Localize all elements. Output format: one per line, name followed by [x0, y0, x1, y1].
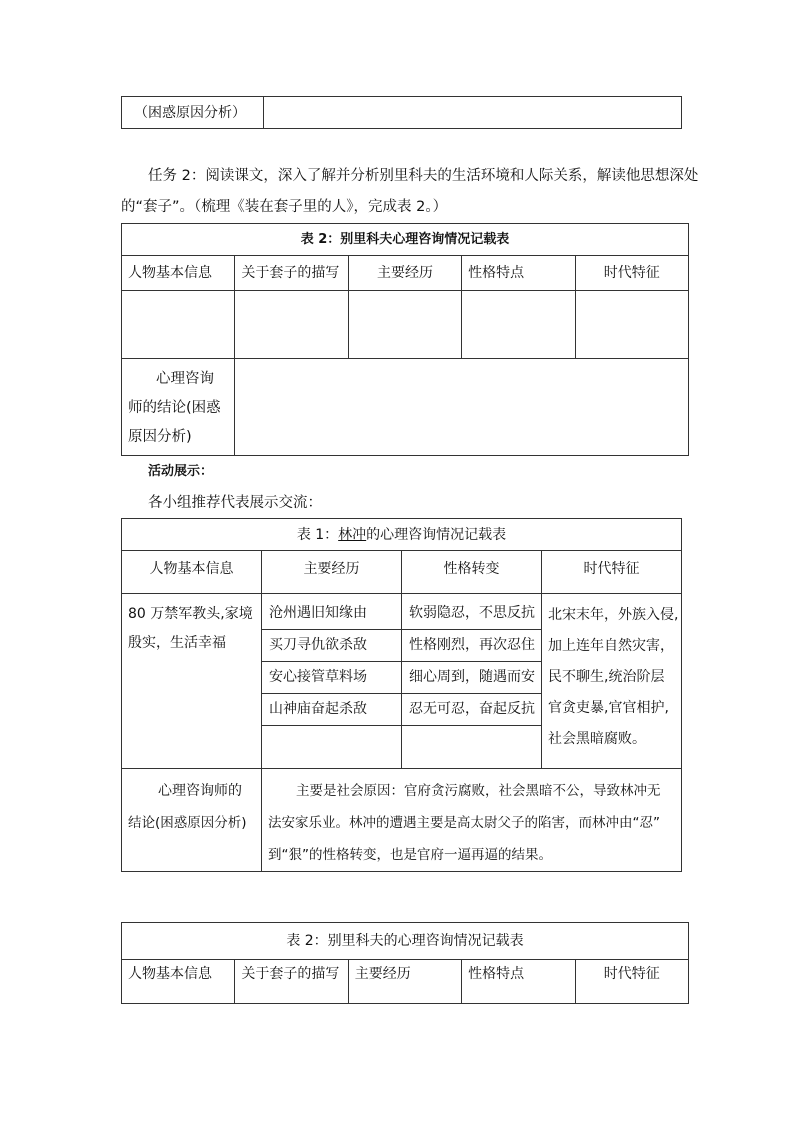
table1-basic-info: [122, 594, 262, 769]
table1-experience-item: 安心接管草料场: [262, 662, 401, 694]
table2-conclusion-value: [235, 359, 689, 456]
table2b-title-cell: [122, 923, 689, 960]
table2-empty-cell: [348, 291, 461, 359]
table1-experience-item: 沧州遇旧知缘由: [262, 598, 401, 630]
table2-header-personality: 性格特点: [462, 256, 575, 291]
table2b-header-cover-desc: 关于套子的描写: [235, 960, 348, 1004]
table2-conclusion-line: 原因分析): [128, 429, 192, 445]
table1-conclusion-label-line: 心理咨询师的: [158, 783, 242, 799]
table2: [121, 223, 689, 456]
table1-experience-cell: [262, 594, 402, 769]
table1-title-prefix: 表 1：: [296, 526, 339, 543]
activity-heading: 活动展示：: [148, 464, 214, 479]
table1-title-cell: [122, 519, 682, 551]
table1-title-name: 林冲: [338, 526, 367, 543]
table1-era-cell: [542, 594, 682, 769]
table2-empty-cell: [122, 291, 235, 359]
table1-era-line: 官贪吏暴,官官相护,: [548, 700, 669, 716]
table1-basic-info-line: 80 万禁军教头,家境: [128, 606, 253, 622]
table1-title-suffix: 的心理咨询情况记载表: [366, 526, 507, 543]
table1-conclusion-line: 主要是社会原因：官府贪污腐败，社会黑暗不公，导致林冲无: [296, 783, 661, 799]
table2-title: 表 2：别里科夫心理咨询情况记载表: [300, 231, 510, 247]
table2-header-era: 时代特征: [575, 256, 688, 291]
table1-experience-item: 山神庙奋起杀敌: [262, 694, 401, 726]
table2b-header-basic-info: 人物基本信息: [122, 960, 235, 1004]
table2-empty-cell: [575, 291, 688, 359]
top-table-label: （困惑原因分析）: [134, 104, 246, 121]
table1-basic-info-line: 殷实，生活幸福: [128, 635, 226, 651]
table2-empty-cell: [235, 291, 348, 359]
table1-experience-item: 买刀寻仇欲杀敌: [262, 630, 401, 662]
table1-personality-item: 性格刚烈，再次忍住: [402, 630, 541, 662]
table1-era-line: 民不聊生,统治阶层: [548, 669, 665, 685]
table1-personality-item: 软弱隐忍，不思反抗: [402, 598, 541, 630]
table2b-header-experience: 主要经历: [348, 960, 461, 1004]
table1-personality-item: 细心周到，随遇而安: [402, 662, 541, 694]
table2b: [121, 922, 689, 1004]
table1: [121, 518, 682, 872]
top-table-empty-cell: [264, 97, 682, 129]
top-table-label-cell: [122, 97, 264, 129]
table1-header-basic-info: 人物基本信息: [122, 551, 262, 594]
table2b-title: 表 2：别里科夫的心理咨询情况记载表: [286, 933, 524, 949]
table2-title-cell: [122, 224, 689, 256]
table2-header-cover-desc: 关于套子的描写: [235, 256, 348, 291]
table2-conclusion-label: [122, 359, 235, 456]
table1-header-experience: 主要经历: [262, 551, 402, 594]
table1-conclusion-line: 到“狠”的性格转变，也是官府一逼再逼的结果。: [268, 847, 552, 863]
table1-personality-item: 忍无可忍，奋起反抗: [402, 694, 541, 726]
task-line-2: 的“套子”。（梳理《装在套子里的人》，完成表 2。）: [121, 199, 448, 215]
table2-empty-cell: [462, 291, 575, 359]
table2-conclusion-line: 心理咨询: [156, 371, 214, 387]
table1-era-line: 社会黑暗腐败。: [548, 731, 646, 747]
table1-era-line: 北宋末年，外族入侵,: [548, 607, 679, 623]
table1-header-personality: 性格转变: [402, 551, 542, 594]
table1-era-line: 加上连年自然灾害，: [548, 638, 674, 654]
table1-conclusion: [262, 769, 682, 872]
table2b-header-personality: 性格特点: [462, 960, 575, 1004]
table2-header-experience: 主要经历: [348, 256, 461, 291]
top-table: [121, 96, 682, 129]
table1-personality-cell: [402, 594, 542, 769]
table1-header-era: 时代特征: [542, 551, 682, 594]
table1-conclusion-label-line: 结论(困惑原因分析): [128, 815, 247, 831]
table2-conclusion-line: 师的结论(困惑: [128, 400, 221, 416]
activity-intro: 各小组推荐代表展示交流：: [148, 495, 322, 511]
table1-conclusion-label: [122, 769, 262, 872]
table1-conclusion-line: 法安家乐业。林冲的遭遇主要是高太尉父子的陷害，而林冲由“忍”: [268, 815, 660, 831]
table2-header-basic-info: 人物基本信息: [122, 256, 235, 291]
task-line-1: 任务 2：阅读课文，深入了解并分析别里科夫的生活环境和人际关系，解读他思想深处: [148, 168, 699, 184]
table2b-header-era: 时代特征: [575, 960, 688, 1004]
